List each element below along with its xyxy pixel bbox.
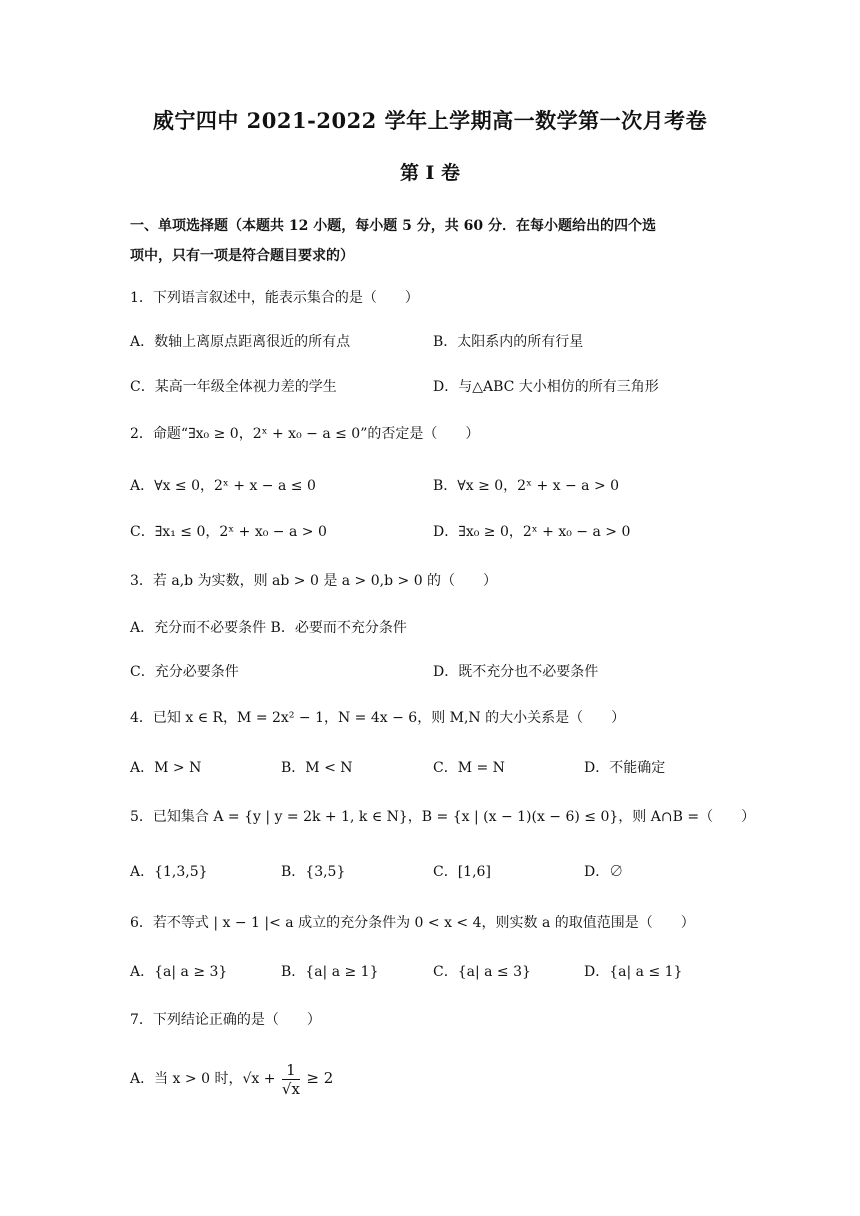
question-1-stem: 1．下列语言叙述中，能表示集合的是（ ） [130,290,419,306]
question-7-option-a [130,1058,333,1099]
question-4-option-b: B．M < N [281,760,353,776]
question-7-option-a-prefix: A．当 x > 0 时，√x + [130,1071,276,1087]
exam-title: 威宁四中 2021-2022 学年上学期高一数学第一次月考卷 [152,108,708,133]
question-3-options-ab: A．充分而不必要条件 B．必要而不充分条件 [130,620,407,636]
fraction-denominator: √x [281,1079,300,1098]
fraction [282,1061,300,1098]
question-5-option-b: B．{3,5} [281,864,346,880]
question-4-option-c: C．M = N [433,760,505,776]
question-2-option-c: C．∃x₁ ≤ 0，2ˣ + x₀ − a > 0 [130,524,327,540]
question-5-option-a: A．{1,3,5} [130,864,208,880]
question-6-option-a: A．{a| a ≥ 3} [130,964,228,980]
question-5-option-d: D．∅ [584,864,624,880]
section-heading-line-1: 一、单项选择题（本题共 12 小题，每小题 5 分，共 60 分．在每小题给出的四个选 [130,218,656,234]
question-1-option-a: A．数轴上离原点距离很近的所有点 [130,334,351,350]
question-7-stem: 7．下列结论正确的是（ ） [130,1012,321,1028]
question-2-option-d: D．∃x₀ ≥ 0，2ˣ + x₀ − a > 0 [433,524,631,540]
fraction-numerator: 1 [282,1061,300,1080]
question-1-option-d: D．与△ABC 大小相仿的所有三角形 [433,379,659,395]
question-6-option-d: D．{a| a ≤ 1} [584,964,683,980]
question-2-stem: 2．命题“∃x₀ ≥ 0，2ˣ + x₀ − a ≤ 0”的否定是（ ） [130,426,480,442]
question-5-option-c: C．[1,6] [433,864,491,880]
question-6-stem: 6．若不等式 | x − 1 |< a 成立的充分条件为 0 < x < 4，则实数 a 的取值范围是（ ） [130,915,695,931]
question-3-option-d: D．既不充分也不必要条件 [433,664,599,680]
question-4-option-a: A．M > N [130,760,202,776]
question-6-option-b: B．{a| a ≥ 1} [281,964,379,980]
question-4-stem: 4．已知 x ∈ R，M = 2x² − 1，N = 4x − 6，则 M,N 的大小关系是（ ） [130,710,626,726]
question-2-option-b: B．∀x ≥ 0，2ˣ + x − a > 0 [433,478,620,494]
question-1-option-b: B．太阳系内的所有行星 [433,334,584,350]
question-2-option-a: A．∀x ≤ 0，2ˣ + x − a ≤ 0 [130,478,316,494]
question-1-option-c: C．某高一年级全体视力差的学生 [130,379,337,395]
question-3-option-c: C．充分必要条件 [130,664,239,680]
question-3-stem: 3．若 a,b 为实数，则 ab > 0 是 a > 0,b > 0 的（ ） [130,573,498,589]
section-heading-line-2: 项中，只有一项是符合题目要求的） [130,248,354,264]
volume-heading: 第 I 卷 [399,162,461,184]
question-6-option-c: C．{a| a ≤ 3} [433,964,531,980]
question-7-option-a-suffix: ≥ 2 [306,1069,334,1087]
question-4-option-d: D．不能确定 [584,760,666,776]
question-5-stem: 5．已知集合 A = {y | y = 2k + 1, k ∈ N}，B = {x | (x − 1)(x − 6) ≤ 0}，则 A∩B =（ ） [130,809,756,825]
